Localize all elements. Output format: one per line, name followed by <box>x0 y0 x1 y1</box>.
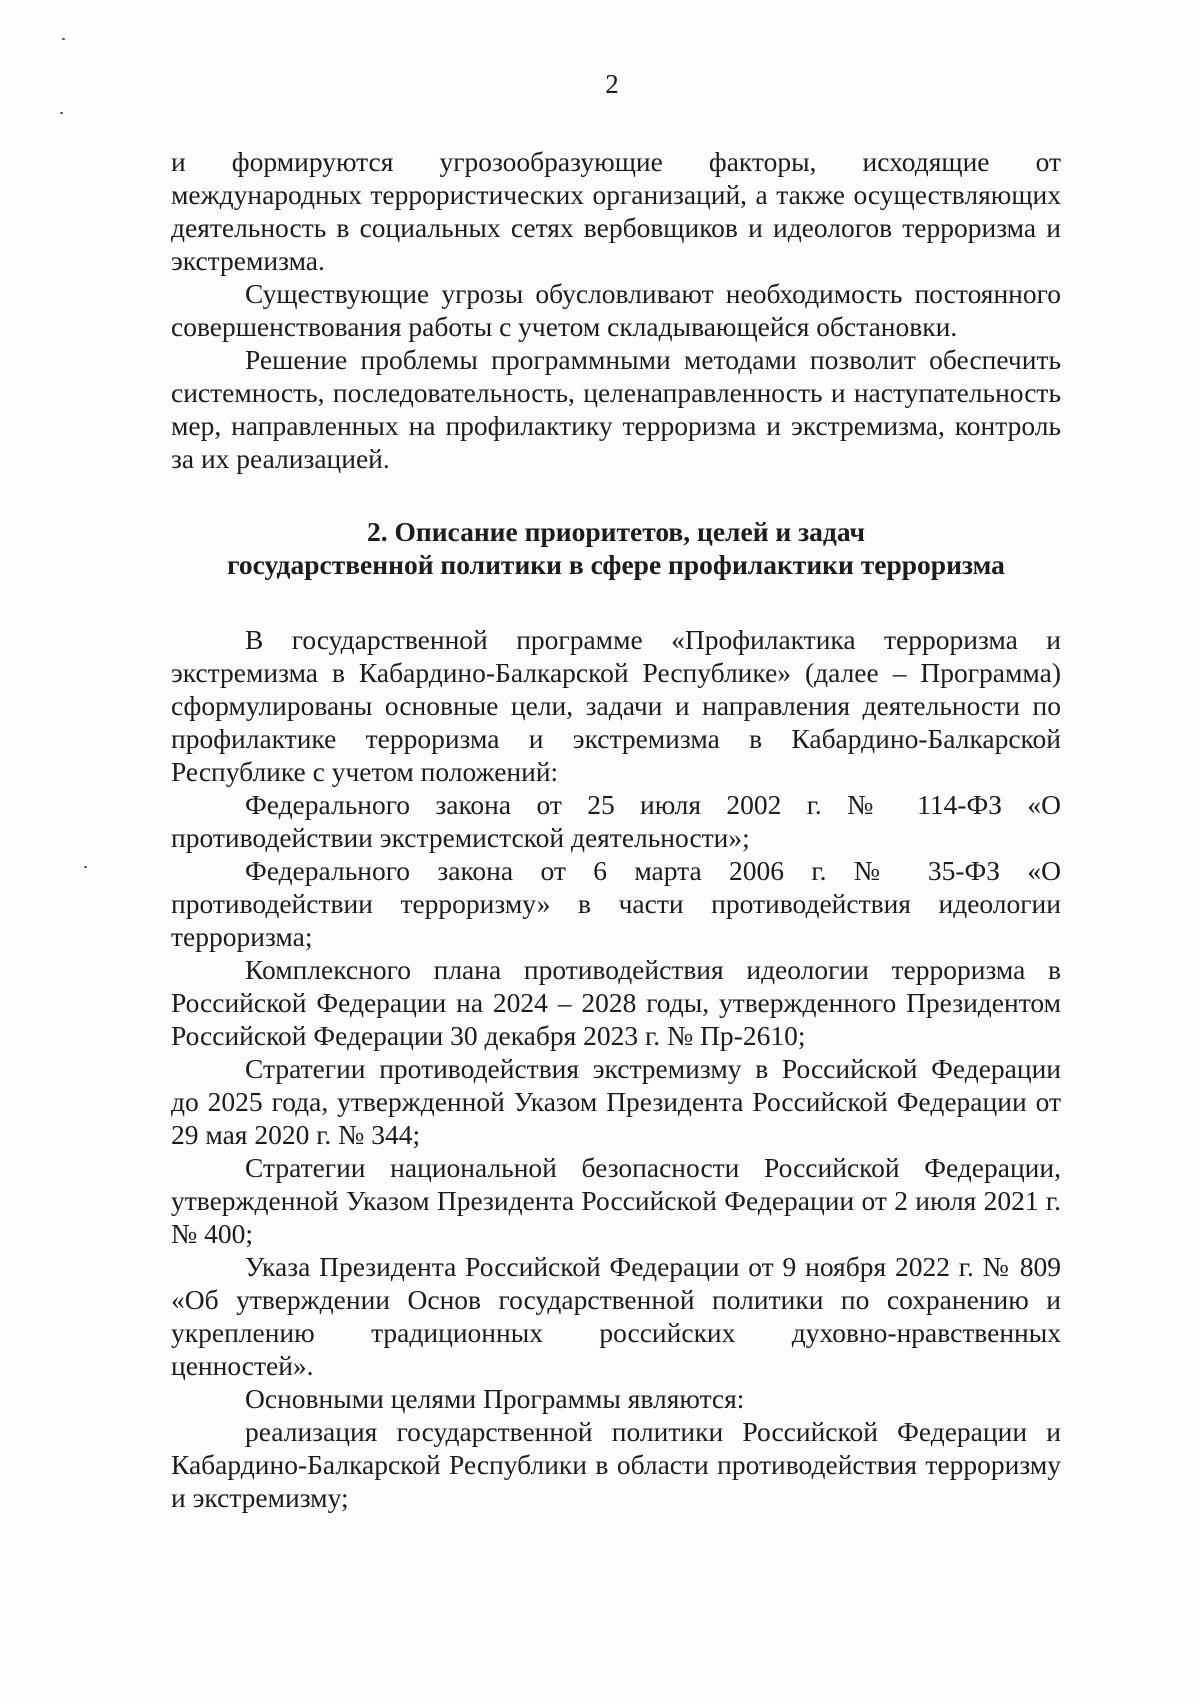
scan-speck <box>84 866 87 868</box>
document-body <box>171 145 1061 1514</box>
paragraph: В государственной программе «Профилактика терроризма и экстремизма в Кабардино-Балкарской Республике» (далее – Программа) сформулированы основные цели, задачи и направления деятельности по профилактике терроризма и экстремизма в Кабардино-Балкарской Республике с учетом положений: <box>171 624 1061 787</box>
list-item-strategy: Стратегии противодействия экстремизму в Российской Федерации до 2025 года, утвержденной Указом Президента Российской Федерации от 29 мая 2020 г. № 344; <box>171 1053 1061 1150</box>
list-item-decree: Указа Президента Российской Федерации от 9 ноября 2022 г. № 809 «Об утверждении Основ государственной политики по сохранению и укреплению традиционных российских духовно-нравственных ценностей». <box>171 1251 1061 1381</box>
section-heading-line-1: 2. Описание приоритетов, целей и задач <box>366 516 866 547</box>
section-heading-line-2: государственной политики в сфере профилактики терроризма <box>227 549 1005 580</box>
list-item-plan: Комплексного плана противодействия идеологии терроризма в Российской Федерации на 2024 – 2028 годы, утвержденного Президентом Российской Федерации 30 декабря 2023 г. № Пр-2610; <box>171 954 1061 1051</box>
list-item-law: Федерального закона от 25 июля 2002 г. № 114-ФЗ «О противодействии экстремистской деятельности»; <box>171 789 1061 853</box>
page-number: 2 <box>605 69 619 99</box>
list-item-strategy: Стратегии национальной безопасности Российской Федерации, утвержденной Указом Президента Российской Федерации от 2 июля 2021 г. № 400; <box>171 1152 1061 1249</box>
paragraph-goals-intro: Основными целями Программы являются: <box>245 1383 745 1414</box>
paragraph: Существующие угрозы обусловливают необходимость постоянного совершенствования работы с учетом складывающейся обстановки. <box>171 278 1061 342</box>
list-item-goal: реализация государственной политики Российской Федерации и Кабардино-Балкарской Республики в области противодействия терроризму и экстремизму; <box>171 1416 1061 1513</box>
scan-speck <box>62 38 65 40</box>
section-heading <box>171 515 1061 581</box>
scan-speck <box>60 112 63 114</box>
paragraph: Решение проблемы программными методами позволит обеспечить системность, последовательность, целенаправленность и наступательность мер, направленных на профилактику терроризма и экстремизма, контроль за их реализацией. <box>171 344 1061 474</box>
list-item-law: Федерального закона от 6 марта 2006 г. № 35-ФЗ «О противодействии терроризму» в части противодействия идеологии терроризма; <box>171 855 1061 952</box>
paragraph-continuation: и формируются угрозообразующие факторы, исходящие от международных террористических организаций, а также осуществляющих деятельность в социальных сетях вербовщиков и идеологов терроризма и экстремизма. <box>171 146 1061 276</box>
